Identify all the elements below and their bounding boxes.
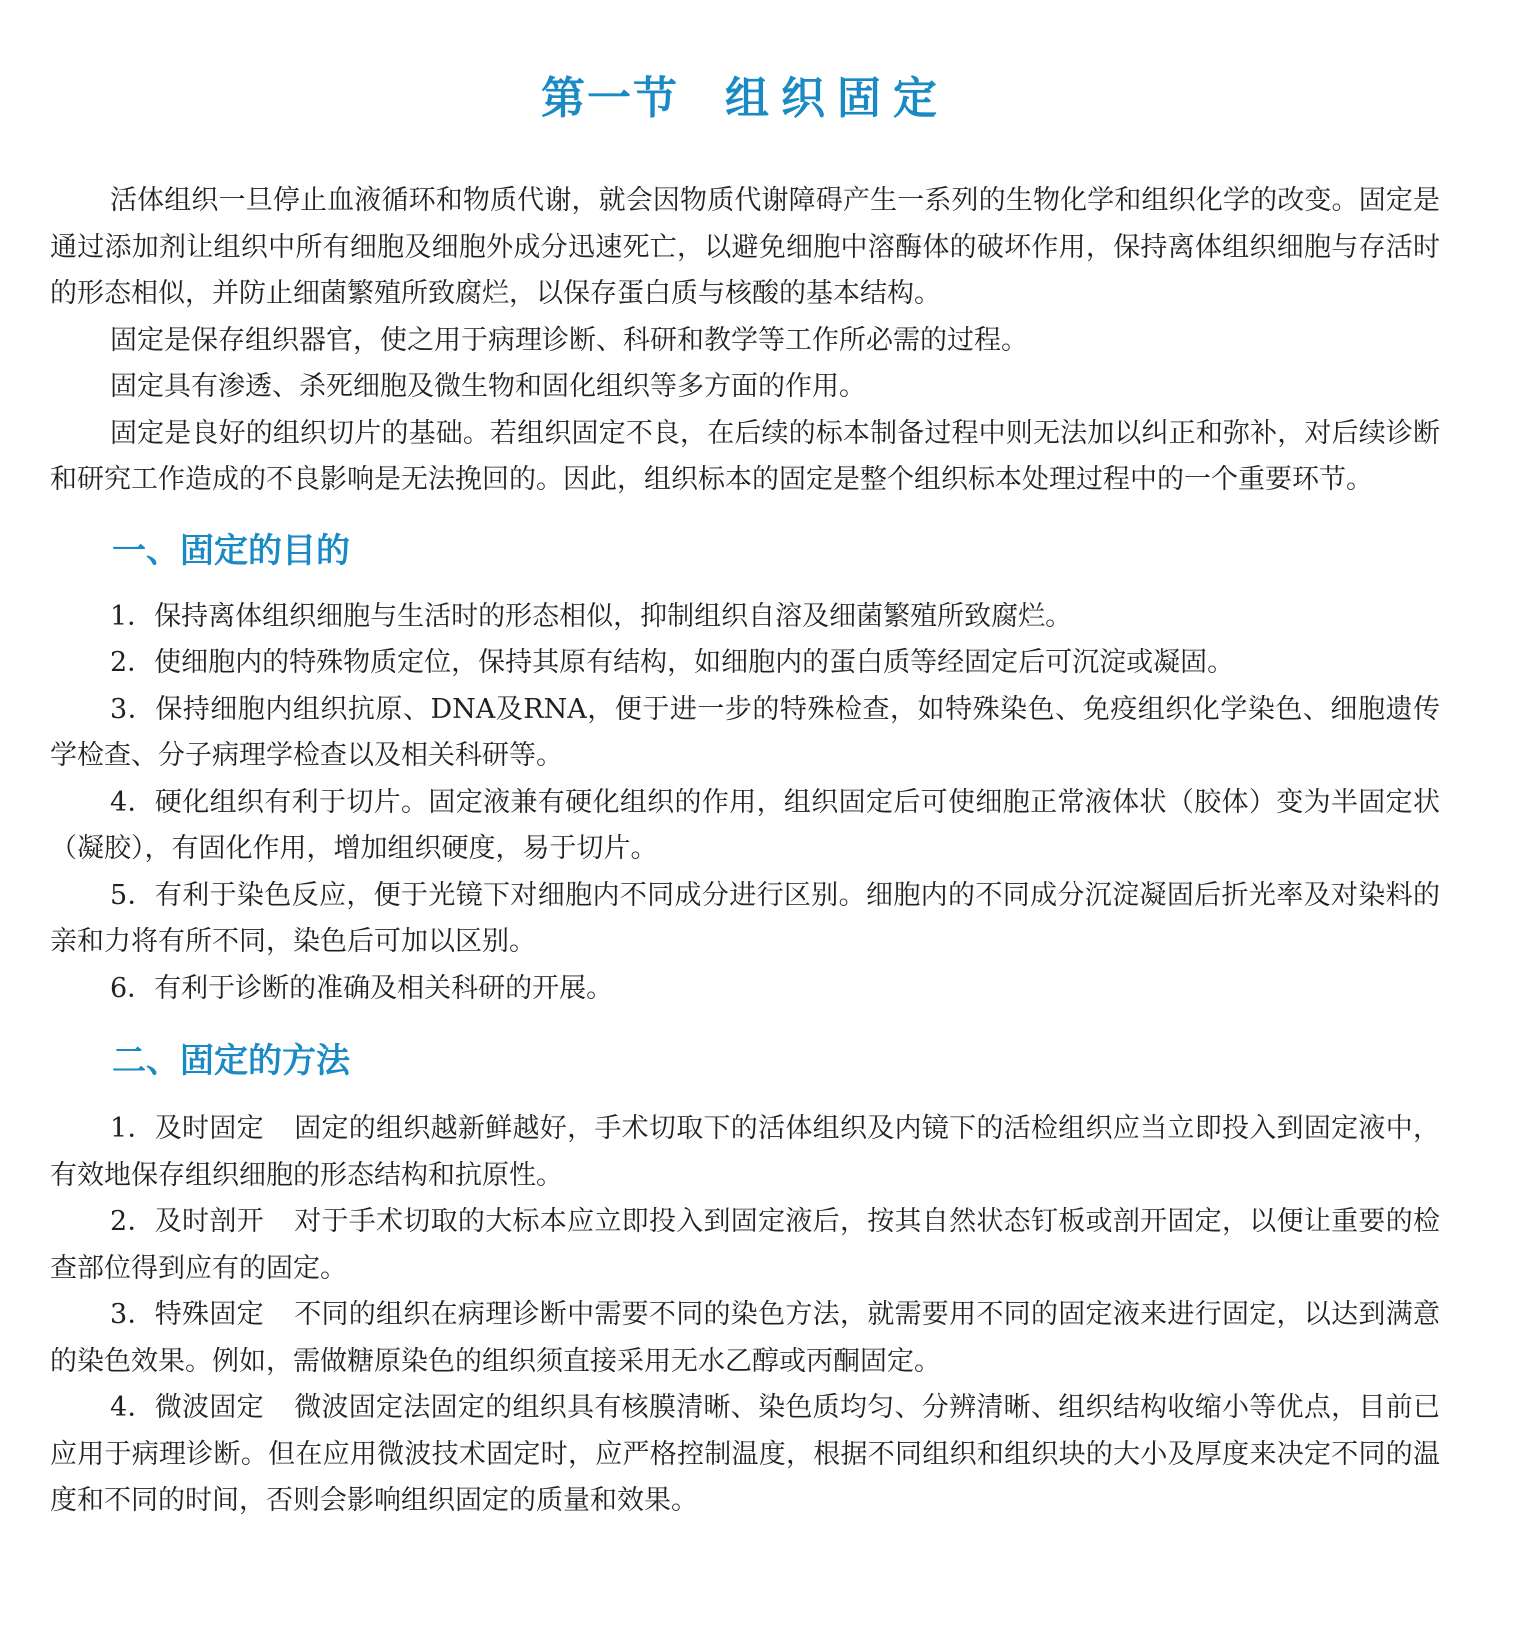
method-lead: 3．特殊固定 — [110, 1299, 264, 1330]
method-item — [50, 1199, 1440, 1292]
intro-paragraph: 固定具有渗透、杀死细胞及微生物和固化组织等多方面的作用。 — [110, 371, 866, 402]
purpose-item: 2．使细胞内的特殊物质定位，保持其原有结构，如细胞内的蛋白质等经固定后可沉淀或凝固。 — [110, 647, 1235, 678]
purpose-item: 4．硬化组织有利于切片。固定液兼有硬化组织的作用，组织固定后可使细胞正常液体状（胶体）变为半固定状（凝胶），有固化作用，增加组织硬度，易于切片。 — [50, 786, 1440, 864]
purpose-item: 5．有利于染色反应，便于光镜下对细胞内不同成分进行区别。细胞内的不同成分沉淀凝固后折光率及对染料的亲和力将有所不同，染色后可加以区别。 — [50, 879, 1440, 957]
method-text: 不同的组织在病理诊断中需要不同的染色方法，就需要用不同的固定液来进行固定，以达到满意的染色效果。例如，需做糖原染色的组织须直接采用无水乙醇或丙酮固定。 — [50, 1299, 1440, 1377]
section-number: 第一节 — [541, 73, 679, 124]
method-lead: 4．微波固定 — [110, 1392, 264, 1423]
method-text: 微波固定法固定的组织具有核膜清晰、染色质均匀、分辨清晰、组织结构收缩小等优点，目前已应用于病理诊断。但在应用微波技术固定时，应严格控制温度，根据不同组织和组织块的大小及厚度来决定不同的温度和不同的时间，否则会影响组织固定的质量和效果。 — [50, 1392, 1440, 1516]
purpose-item: 6．有利于诊断的准确及相关科研的开展。 — [110, 972, 614, 1004]
heading-method: 二、固定的方法 — [112, 1041, 350, 1081]
purpose-item: 3．保持细胞内组织抗原、DNA及RNA，便于进一步的特殊检查，如特殊染色、免疫组织化学染色、细胞遗传学检查、分子病理学检查以及相关科研等。 — [50, 693, 1440, 771]
purpose-list — [50, 594, 1440, 1013]
method-item — [50, 1385, 1440, 1525]
method-text: 对于手术切取的大标本应立即投入到固定液后，按其自然状态钉板或剖开固定，以便让重要的检查部位得到应有的固定。 — [50, 1206, 1440, 1284]
section-title — [50, 0, 1440, 130]
purpose-item: 1．保持离体组织细胞与生活时的形态相似，抑制组织自溶及细菌繁殖所致腐烂。 — [110, 600, 1073, 632]
document-page — [50, 0, 1440, 1525]
method-item — [50, 1292, 1440, 1385]
intro-block — [50, 178, 1440, 504]
section-name: 组织固定 — [725, 73, 949, 124]
intro-paragraph: 固定是保存组织器官，使之用于病理诊断、科研和教学等工作所必需的过程。 — [110, 324, 1028, 356]
method-item — [50, 1106, 1440, 1199]
method-text: 固定的组织越新鲜越好，手术切取下的活体组织及内镜下的活检组织应当立即投入到固定液中，有效地保存组织细胞的形态结构和抗原性。 — [50, 1113, 1440, 1191]
intro-paragraph: 固定是良好的组织切片的基础。若组织固定不良，在后续的标本制备过程中则无法加以纠正和弥补，对后续诊断和研究工作造成的不良影响是无法挽回的。因此，组织标本的固定是整个组织标本处理过程中的一个重要环节。 — [50, 417, 1440, 495]
method-lead: 2．及时剖开 — [110, 1206, 264, 1237]
intro-paragraph: 活体组织一旦停止血液循环和物质代谢，就会因物质代谢障碍产生一系列的生物化学和组织化学的改变。固定是通过添加剂让组织中所有细胞及细胞外成分迅速死亡，以避免细胞中溶酶体的破坏作用，保持离体组织细胞与存活时的形态相似，并防止细菌繁殖所致腐烂，以保存蛋白质与核酸的基本结构。 — [50, 185, 1440, 309]
method-lead: 1．及时固定 — [110, 1113, 264, 1144]
method-list — [50, 1106, 1440, 1525]
heading-purpose: 一、固定的目的 — [112, 530, 350, 571]
